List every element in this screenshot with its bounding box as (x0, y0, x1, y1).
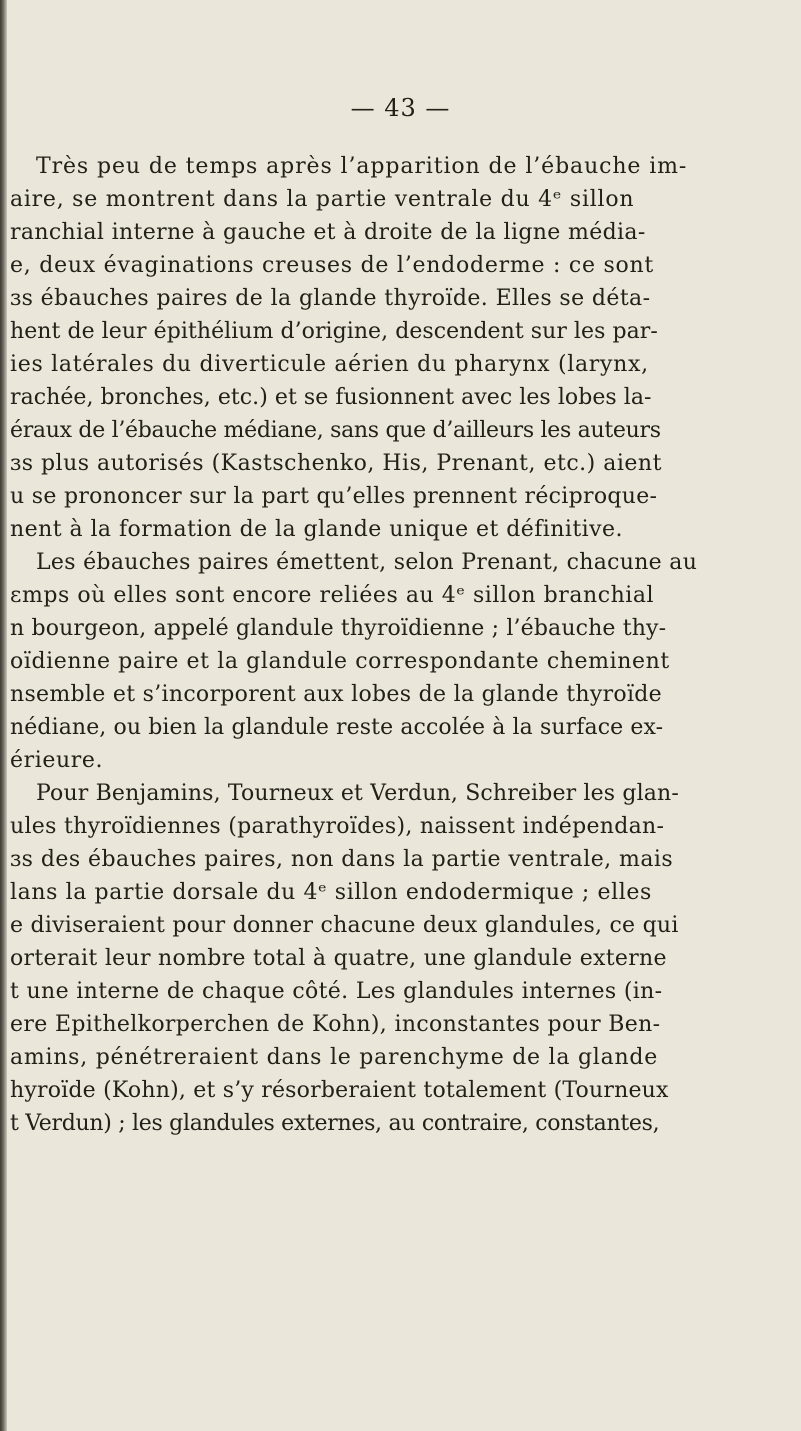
text-line: érieure. (10, 748, 104, 773)
page-binding-edge (0, 0, 7, 1431)
text-line: t Verdun) ; les glandules externes, au contraire, constantes, (10, 1111, 660, 1136)
text-line: hent de leur épithélium d’origine, descendent sur les par- (10, 319, 658, 344)
text-line: oïdienne paire et la glandule correspondante cheminent (10, 649, 670, 674)
text-line: hyroïde (Kohn), et s’y résorberaient totalement (Tourneux (10, 1078, 669, 1103)
text-line: t une interne de chaque côté. Les glandules internes (in- (10, 979, 663, 1004)
text-line: ules thyroïdiennes (parathyroïdes), naissent indépendan- (10, 814, 665, 839)
text-line: e, deux évaginations creuses de l’endoderme : ce sont (10, 253, 655, 278)
text-line: aire, se montrent dans la partie ventrale du 4ᵉ sillon (10, 187, 635, 212)
text-line: u se prononcer sur la part qu’elles prennent réciproque- (10, 484, 658, 509)
text-line: nsemble et s’incorporent aux lobes de la glande thyroïde (10, 682, 662, 707)
text-line: e diviseraient pour donner chacune deux glandules, ce qui (10, 913, 679, 938)
text-line: éraux de l’ébauche médiane, sans que d’ailleurs les auteurs (10, 418, 661, 443)
page-number: — 43 — (350, 94, 451, 122)
text-line: Les ébauches paires émettent, selon Prenant, chacune au (36, 550, 698, 575)
text-line: ɜs des ébauches paires, non dans la partie ventrale, mais (10, 847, 674, 872)
text-line: lans la partie dorsale du 4ᵉ sillon endodermique ; elles (10, 880, 652, 905)
text-line: ɜs plus autorisés (Kastschenko, His, Prenant, etc.) aient (10, 451, 662, 476)
text-line: nédiane, ou bien la glandule reste accolée à la surface ex- (10, 715, 664, 740)
text-line: rachée, bronches, etc.) et se fusionnent avec les lobes la- (10, 385, 652, 410)
text-line: ranchial interne à gauche et à droite de la ligne média- (10, 220, 646, 245)
text-line: nent à la formation de la glande unique et définitive. (10, 517, 623, 542)
text-line: Très peu de temps après l’apparition de l’ébauche im- (36, 154, 688, 179)
text-line: n bourgeon, appelé glandule thyroïdienne ; l’ébauche thy- (10, 616, 667, 641)
text-line: amins, pénétreraient dans le parenchyme de la glande (10, 1045, 658, 1070)
text-line: ies latérales du diverticule aérien du pharynx (larynx, (10, 352, 649, 377)
text-line: ere Epithelkorperchen de Kohn), inconstantes pour Ben- (10, 1012, 661, 1037)
text-line: orterait leur nombre total à quatre, une glandule externe (10, 946, 667, 971)
text-line: ɛmps où elles sont encore reliées au 4ᵉ sillon branchial (10, 583, 655, 608)
text-line: ɜs ébauches paires de la glande thyroïde. Elles se déta- (10, 286, 651, 311)
text-line: Pour Benjamins, Tourneux et Verdun, Schreiber les glan- (36, 781, 679, 806)
